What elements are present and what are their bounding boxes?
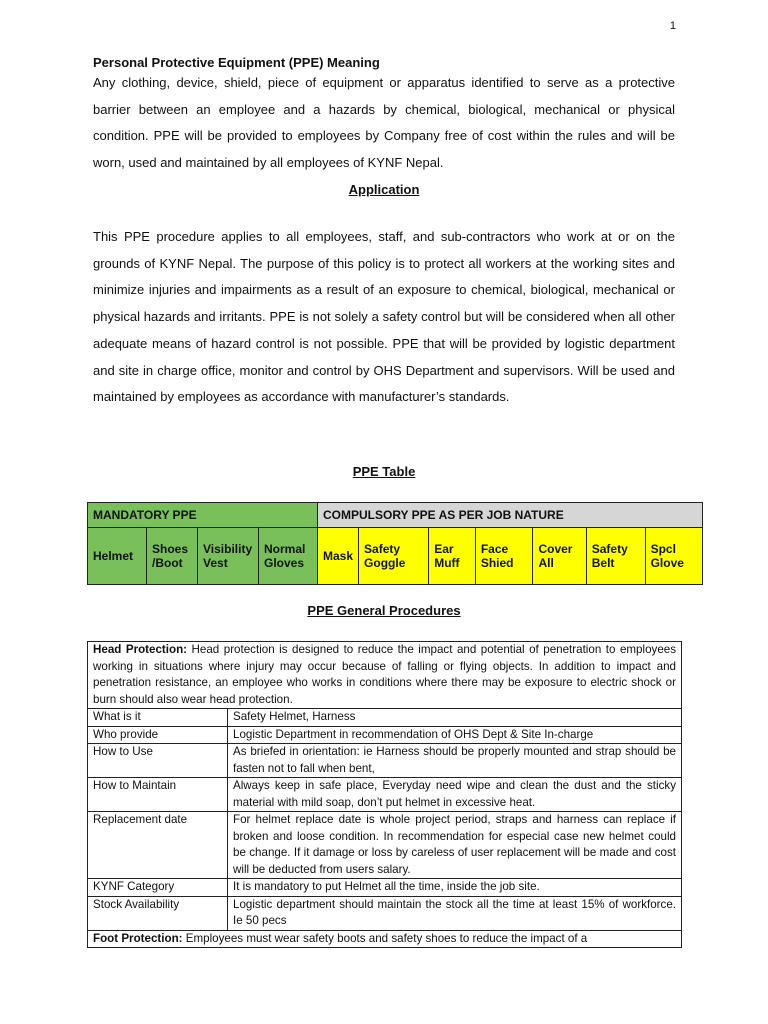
ppe-item-safety-goggle: Safety Goggle [359,528,429,585]
procedures-heading: PPE General Procedures [307,603,461,618]
ppe-item-face-shied: Face Shied [475,528,533,585]
ppe-item-ear-muff: Ear Muff [429,528,476,585]
application-heading: Application [348,182,420,197]
ppe-item-cover-all: Cover All [533,528,586,585]
row-label: KYNF Category [88,879,228,897]
table-row [88,812,682,879]
ppe-item-mask: Mask [318,528,359,585]
row-value: Logistic department should maintain the stock all the time at least 15% of workforce. Ie 50 pecs [228,896,682,930]
head-protection-text: Head protection is designed to reduce the impact and potential of penetration to employees working in situations where injury may occur because of falling or flying objects. In addition to impact and penetration resistance, an employee who works in conditions where there may be exposure to electric shock or burn should also wear head protection. [93,643,677,706]
head-protection-row [88,642,682,709]
row-value: It is mandatory to put Helmet all the time, inside the job site. [228,879,682,897]
table-row [88,896,682,930]
application-paragraph: This PPE procedure applies to all employees, staff, and sub-contractors who work at or on the grounds of KYNF Nepal. The purpose of this policy is to protect all workers at the working sites and minimize injuries and impairments as a result of an exposure to chemical, biological, mechanical or physical hazards and irritants. PPE is not solely a safety control but will be considered when all other adequate means of hazard control is not possible. PPE that will be provided by logistic department and site in charge office, monitor and control by OHS Department and supervisors. Will be used and maintained by employees as accordance with manufacturer’s standards. [93,229,675,405]
ppe-item-spcl-glove: Spcl Glove [645,528,702,585]
table-row [88,744,682,778]
ppe-table-heading: PPE Table [352,464,416,479]
compulsory-ppe-header: COMPULSORY PPE AS PER JOB NATURE [318,503,703,528]
foot-protection-text: Employees must wear safety boots and safety shoes to reduce the impact of a [182,931,588,945]
row-label: How to Maintain [88,778,228,812]
row-value: Logistic Department in recommendation of OHS Dept & Site In-charge [228,726,682,744]
ppe-meaning-heading: Personal Protective Equipment (PPE) Meaning [93,55,380,70]
row-label: Who provide [88,726,228,744]
row-value: For helmet replace date is whole project period, straps and harness can replace if broken and loose condition. In recommendation for especial case new helmet could be change. If it damage or loss by careless of user replacement will be made and cost will be deducted from users salary. [228,812,682,879]
ppe-item-shoes: Shoes /Boot [147,528,198,585]
table-row [88,778,682,812]
row-label: What is it [88,709,228,727]
page-number: 1 [669,20,676,32]
table-row [88,879,682,897]
mandatory-ppe-header: MANDATORY PPE [88,503,318,528]
ppe-item-normal-gloves: Normal Gloves [259,528,318,585]
row-value: As briefed in orientation: ie Harness should be properly mounted and strap should be fasten not to fall when bent, [228,744,682,778]
ppe-item-helmet: Helmet [88,528,147,585]
table-row [88,709,682,727]
ppe-meaning-paragraph: Any clothing, device, shield, piece of equipment or apparatus identified to serve as a protective barrier between an employee and a hazards by chemical, biological, mechanical or physical condition. PPE will be provided to employees by Company free of cost within the rules and will be worn, used and maintained by all employees of KYNF Nepal. [93,75,675,171]
ppe-item-visibility-vest: Visibility Vest [198,528,259,585]
procedures-table [87,641,682,948]
row-label: How to Use [88,744,228,778]
table-row [88,726,682,744]
row-value: Safety Helmet, Harness [228,709,682,727]
ppe-table [87,502,703,585]
row-value: Always keep in safe place, Everyday need wipe and clean the dust and the sticky material with mild soap, don’t put helmet in excessive heat. [228,778,682,812]
ppe-item-safety-belt: Safety Belt [586,528,645,585]
head-protection-title: Head Protection: [93,643,188,656]
foot-protection-row [88,930,682,948]
row-label: Stock Availability [88,896,228,930]
foot-protection-title: Foot Protection: [93,931,183,945]
row-label: Replacement date [88,812,228,879]
